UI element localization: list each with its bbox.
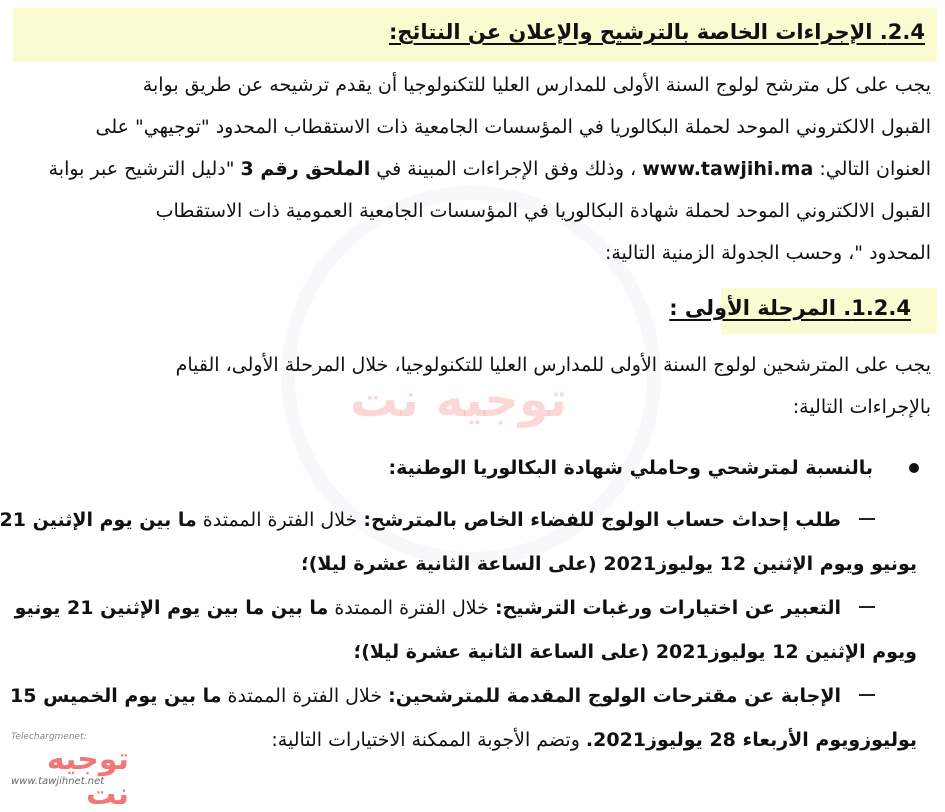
logo-url[interactable]: www.tawjihnet.net xyxy=(11,776,105,787)
paragraph-line: المحدود "، وحسب الجدولة الزمنية التالية: xyxy=(604,242,931,264)
paragraph-line: القبول الالكتروني الموحد لحملة شهادة البكالوريا في المؤسسات الجامعية العمومية ذات الاستقطاب xyxy=(155,200,931,222)
dash-item-line: ويوم الإثنين 12 يوليوز2021 (على الساعة الثانية عشرة ليلا)؛ xyxy=(353,641,917,663)
dash-list-item xyxy=(14,586,931,674)
paragraph-text: ، وذلك وفق الإجراءات المبينة في xyxy=(376,158,637,180)
tawjihi-link[interactable]: www.tawjihi.ma xyxy=(642,158,814,180)
bullet-item xyxy=(19,448,931,488)
paragraph-line: يجب على المترشحين لولوج السنة الأولى للمدارس العليا للتكنولوجيا، خلال المرحلة الأولى، القيام xyxy=(175,354,931,376)
section-heading-2-4: 2.4. الإجراءات الخاصة بالترشيح والإعلان عن النتائج: xyxy=(389,20,925,44)
annex-reference: الملحق رقم 3 xyxy=(240,158,371,180)
subsection-heading-band xyxy=(125,288,937,334)
item-date: ما بين ما بين يوم الإثنين 21 يونيو xyxy=(14,597,329,619)
paragraph-line: بالإجراءات التالية: xyxy=(792,396,931,418)
item-date: يوليوزويوم الأربعاء 28 يوليوز2021. xyxy=(585,729,917,751)
item-lead: طلب إحداث حساب الولوج للفضاء الخاص بالمترشح: xyxy=(363,509,841,531)
logo-caption: Telechargmenet: xyxy=(11,732,87,742)
item-date: ما بين يوم الإثنين 21 xyxy=(0,509,197,531)
paragraph-line xyxy=(19,148,931,190)
item-text: خلال الفترة الممتدة xyxy=(202,509,358,531)
section-1-2-4-paragraph xyxy=(19,344,931,428)
bullet-text: بالنسبة لمترشحي وحاملي شهادة البكالوريا الوطنية: xyxy=(388,457,873,479)
paragraph-line: يجب على كل مترشح لولوج السنة الأولى للمدارس العليا للتكنولوجيا أن يقدم ترشيحه عن طريق بوابة xyxy=(142,74,931,96)
section-2-4-paragraph xyxy=(19,64,931,274)
paragraph-line: القبول الالكتروني الموحد لحملة البكالوريا في المؤسسات الجامعية ذات الاستقطاب المحدود "توجيهي" على xyxy=(95,116,931,138)
watermark-logo-text: توجيه نت xyxy=(350,372,567,428)
dash-item-line xyxy=(19,718,931,762)
item-date: ما بين يوم الخميس 15 xyxy=(10,685,222,707)
subsection-heading-1-2-4: 1.2.4. المرحلة الأولى : xyxy=(669,296,911,320)
item-text: وتضم الأجوبة الممكنة الاختيارات التالية: xyxy=(271,729,580,751)
dash-item-line xyxy=(10,674,931,718)
dash-icon xyxy=(859,694,875,696)
dash-icon xyxy=(859,518,875,520)
dash-item-line xyxy=(14,586,931,630)
item-text: خلال الفترة الممتدة xyxy=(334,597,489,619)
paragraph-text: "دليل الترشيح عبر بوابة xyxy=(48,158,235,180)
item-lead: التعبير عن اختيارات ورغبات الترشيح: xyxy=(494,597,841,619)
dash-list-item xyxy=(10,674,931,762)
dash-list-item xyxy=(0,498,931,586)
logo-name: توجيه نت xyxy=(46,742,129,812)
dash-icon xyxy=(859,606,875,608)
item-lead: الإجابة عن مقترحات الولوج المقدمة للمترشحين: xyxy=(388,685,841,707)
address-label: العنوان التالي: xyxy=(819,158,931,180)
item-text: خلال الفترة الممتدة xyxy=(227,685,383,707)
dash-item-line xyxy=(0,498,931,542)
bullet-dot-icon xyxy=(909,463,919,473)
section-heading-band xyxy=(13,8,937,62)
dash-item-line: يونيو ويوم الإثنين 12 يوليوز2021 (على الساعة الثانية عشرة ليلا)؛ xyxy=(301,553,917,575)
